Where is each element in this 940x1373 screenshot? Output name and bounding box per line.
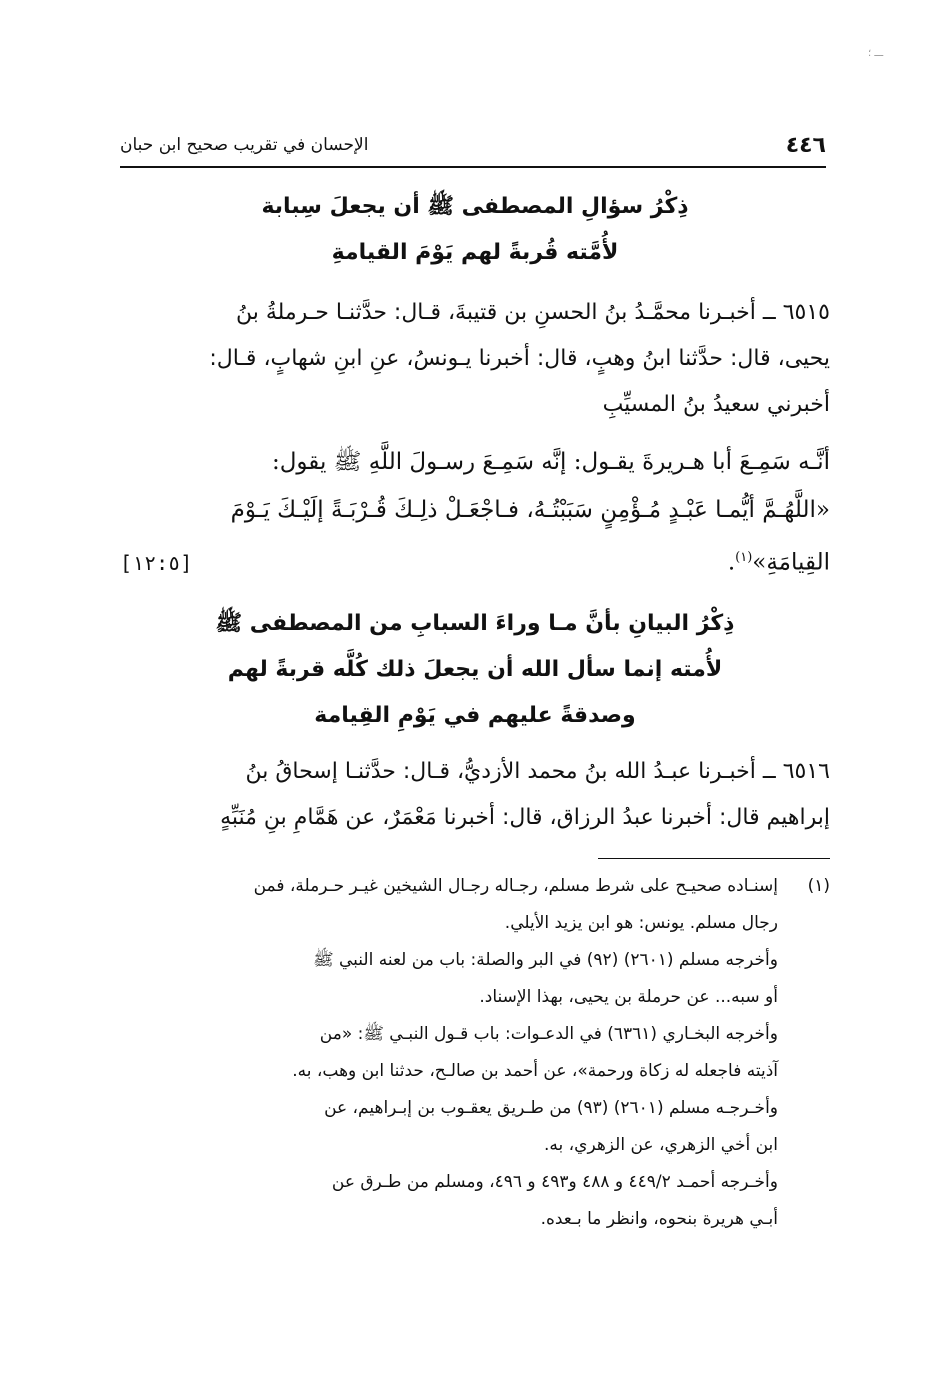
matn-last-line [120, 534, 830, 587]
page-header [120, 128, 826, 162]
header-rule [120, 166, 826, 168]
section-heading: لأُمته إنما سأل الله أن يجعلَ ذلك كُلَّه قربةً لهم [227, 656, 723, 682]
footnote-line: وأخرجه البخـاري (٦٣٦١) في الدعـوات: باب قـول النبـي ﷺ: «من [319, 1024, 778, 1044]
footnote-marker: (١) [735, 550, 753, 565]
footnote-line: أبـي هريرة بنحوه، وانظر ما بـعده. [540, 1209, 778, 1229]
footnotes [130, 868, 830, 1238]
matn-end-group [728, 534, 830, 587]
running-title: الإحسان في تقريب صحيح ابن حبان [120, 135, 369, 155]
footnote-entry [130, 868, 830, 905]
section-heading: لأُمَّته قُربةً لهم يَوْمَ القيامةِ [331, 240, 619, 265]
isnad-line: يحيى، قال: حدَّثنا ابنُ وهبٍ، قال: أخبرنا يـونسُ، عنِ ابنِ شهابٍ، قـال: [209, 346, 830, 371]
isnad-line: ٦٥١٥ ــ أخبـرنا محمَّـدُ بنُ الحسنِ بن قتيبةَ، قـال: حدَّثنـا حـرملةُ بنُ [235, 300, 830, 325]
footnote-line: إسنـاده صحيـح على شرط مسلم، رجـاله رجـال الشيخين غيـر حـرملة، فمن [253, 876, 778, 896]
footnote-line: آذيته فاجعله له زكاة ورحمة»، عن أحمد بن صالـح، حدثنا ابن وهب، به. [292, 1061, 778, 1081]
page-number: ٤٤٦ [785, 132, 826, 158]
matn-line: القِيامَةِ» [752, 549, 830, 576]
footnote-rule [598, 858, 830, 859]
footnote-line: وأخرجه مسلم (٢٦٠١) (٩٢) في البر والصلة: باب من لعنه النبي ﷺ [313, 950, 778, 970]
footnote-line: ابن أخي الزهري، عن الزهري، به. [544, 1135, 778, 1155]
isnad-line: ٦٥١٦ ــ أخبـرنا عبـدُ الله بنُ محمد الأزديُّ، قـال: حدَّثنـا إسحاقُ بنُ [245, 758, 830, 784]
hadith-reference: [١٢:٥] [120, 550, 193, 575]
footnote-line: أو سبه... عن حرملة بن يحيى، بهذا الإسناد. [479, 987, 778, 1007]
footnote-number: (١) [807, 876, 830, 896]
footnote-line: رجال مسلم. يونس: هو ابن يزيد الأيلي. [504, 913, 778, 933]
matn-end-punct: . [727, 549, 736, 576]
section-heading: ذِكْرُ البيانِ بأنَّ مـا وراءَ السبابِ من المصطفى ﷺ [215, 610, 735, 636]
isnad-line: إبراهيم قال: أخبرنا عبدُ الرزاق، قال: أخبرنا مَعْمَرٌ، عن هَمَّامِ بنِ مُنَبِّهٍ [220, 804, 830, 830]
corner-mark: ـــ ؛ [868, 48, 884, 59]
matn-line: «اللَّهُـمَّ أيُّمـا عَبْـدٍ مُـؤْمِنٍ سَبَبْتُـهُ، فـاجْعَـلْ ذلِـكَ قُـرْبَـةً إلَيْـكَ يَـوْمَ [230, 497, 830, 523]
footnote-line: وأخـرجه أحمـد ٤٤٩/٢ و ٤٨٨ و٤٩٣ و ٤٩٦، ومسلم من طـرق عن [331, 1172, 778, 1192]
section-heading: ذِكْرُ سؤالِ المصطفى ﷺ أن يجعلَ سِبابة [261, 194, 689, 219]
main-text [120, 184, 830, 841]
footnote-line: وأخـرجـه مسلم (٢٦٠١) (٩٣) من طـريق يعقـوب بن إبـراهيم، عن [324, 1098, 778, 1118]
matn-line: أنَّـه سَمِـعَ أبا هـريرةَ يقـول: إنَّه سَمِـعَ رسـولَ اللَّهِ ﷺ يقول: [271, 449, 830, 475]
section-heading: وصدقةً عليهم في يَوْمِ القِيامة [314, 702, 636, 728]
isnad-line: أخبرني سعيدُ بنُ المسيِّبِ [602, 392, 830, 417]
